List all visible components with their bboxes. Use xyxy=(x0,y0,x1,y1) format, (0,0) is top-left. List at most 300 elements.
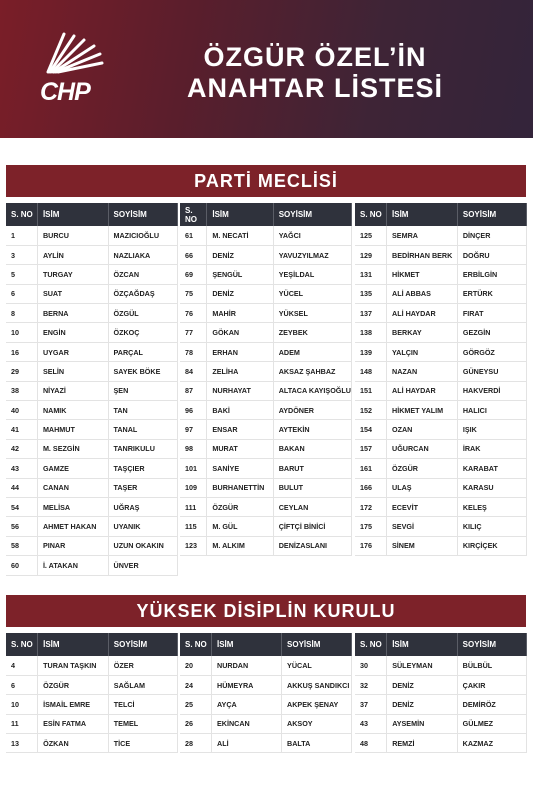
section-title-parti-meclisi: PARTİ MECLİSİ xyxy=(6,165,526,197)
cell-sno: 1 xyxy=(6,226,37,245)
cell-sno: 6 xyxy=(6,284,37,303)
cell-sno: 54 xyxy=(6,497,37,516)
cell-sno: 26 xyxy=(180,714,212,733)
table-row xyxy=(180,497,352,516)
table-row xyxy=(6,265,178,284)
cell-soyisim: ÖZGÜL xyxy=(108,304,178,323)
cell-sno: 6 xyxy=(6,675,38,694)
cell-isim: GAMZE xyxy=(37,459,108,478)
table-row xyxy=(6,497,178,516)
cell-soyisim: BAKAN xyxy=(273,439,351,458)
table-row xyxy=(180,656,352,675)
cell-isim: ERHAN xyxy=(207,342,273,361)
table-row xyxy=(355,459,527,478)
cell-isim: CANAN xyxy=(37,478,108,497)
cell-isim: SİNEM xyxy=(387,536,458,555)
cell-sno: 84 xyxy=(180,362,207,381)
cell-soyisim: ÜNVER xyxy=(108,556,178,575)
table-row xyxy=(180,381,352,400)
cell-isim: AYÇA xyxy=(212,695,282,714)
cell-soyisim: KILIÇ xyxy=(457,517,526,536)
cell-sno: 43 xyxy=(6,459,37,478)
cell-soyisim: SAĞLAM xyxy=(108,675,177,694)
table-row xyxy=(6,517,178,536)
table-row xyxy=(355,284,527,303)
header-sno: S. NO xyxy=(355,633,387,656)
cell-soyisim: UZUN OKAKIN xyxy=(108,536,178,555)
cell-soyisim: CEYLAN xyxy=(273,497,351,516)
cell-soyisim: BÜLBÜL xyxy=(457,656,526,675)
cell-isim: AYLİN xyxy=(37,245,108,264)
table-row xyxy=(355,420,527,439)
cell-sno: 125 xyxy=(355,226,387,245)
table-row xyxy=(355,536,527,555)
cell-soyisim: AKKUŞ SANDIKCI xyxy=(282,675,352,694)
cell-sno: 172 xyxy=(355,497,387,516)
cell-isim: ALİ ABBAS xyxy=(387,284,458,303)
logo-text: CHP xyxy=(40,78,90,106)
cell-isim: MAHMUT xyxy=(37,420,108,439)
ydk-table-2 xyxy=(180,633,352,753)
cell-isim: ÖZGÜR xyxy=(387,459,458,478)
cell-isim: BERKAY xyxy=(387,323,458,342)
cell-soyisim: TANRIKULU xyxy=(108,439,178,458)
table-row xyxy=(355,401,527,420)
cell-soyisim: SAYEK BÖKE xyxy=(108,362,178,381)
table-row xyxy=(180,675,352,694)
table-row xyxy=(6,714,178,733)
table-row xyxy=(180,517,352,536)
cell-soyisim: GÖRGÖZ xyxy=(457,342,526,361)
table-row xyxy=(6,459,178,478)
cell-sno: 20 xyxy=(180,656,212,675)
cell-sno: 43 xyxy=(355,714,387,733)
cell-sno: 69 xyxy=(180,265,207,284)
cell-isim: UĞURCAN xyxy=(387,439,458,458)
table-row xyxy=(355,656,527,675)
cell-soyisim: YAVUZYILMAZ xyxy=(273,245,351,264)
ydk-table-1 xyxy=(6,633,178,753)
cell-isim: İSMAİL EMRE xyxy=(38,695,109,714)
cell-soyisim: KIRÇİÇEK xyxy=(457,536,526,555)
cell-isim: AHMET HAKAN xyxy=(37,517,108,536)
cell-sno: 78 xyxy=(180,342,207,361)
table-row xyxy=(355,497,527,516)
cell-soyisim: PARÇAL xyxy=(108,342,178,361)
header-soyisim: SOYİSİM xyxy=(108,203,178,226)
cell-soyisim: DENİZASLANI xyxy=(273,536,351,555)
header-soyisim: SOYİSİM xyxy=(457,203,526,226)
cell-soyisim: YÜKSEL xyxy=(273,304,351,323)
parti-meclisi-table-3 xyxy=(355,203,527,556)
cell-sno: 4 xyxy=(6,656,38,675)
cell-sno: 157 xyxy=(355,439,387,458)
cell-isim: NURDAN xyxy=(212,656,282,675)
table-row xyxy=(6,420,178,439)
cell-soyisim: ALTACA KAYIŞOĞLU xyxy=(273,381,351,400)
cell-sno: 44 xyxy=(6,478,37,497)
cell-sno: 42 xyxy=(6,439,37,458)
cell-sno: 111 xyxy=(180,497,207,516)
cell-sno: 76 xyxy=(180,304,207,323)
cell-soyisim: MAZICIOĞLU xyxy=(108,226,178,245)
cell-sno: 10 xyxy=(6,695,38,714)
cell-isim: BERNA xyxy=(37,304,108,323)
cell-sno: 10 xyxy=(6,323,37,342)
cell-sno: 123 xyxy=(180,536,207,555)
header-sno: S. NO xyxy=(180,633,212,656)
cell-sno: 5 xyxy=(6,265,37,284)
cell-soyisim: AYTEKİN xyxy=(273,420,351,439)
six-arrows-icon xyxy=(42,30,104,76)
cell-sno: 60 xyxy=(6,556,37,575)
cell-sno: 48 xyxy=(355,734,387,753)
section-title-yuksek-disiplin-kurulu: YÜKSEK DİSİPLİN KURULU xyxy=(6,595,526,627)
cell-isim: MURAT xyxy=(207,439,273,458)
cell-sno: 32 xyxy=(355,675,387,694)
cell-soyisim: DOĞRU xyxy=(457,245,526,264)
cell-isim: NAZAN xyxy=(387,362,458,381)
cell-isim: AYSEMİN xyxy=(387,714,457,733)
cell-isim: M. SEZGİN xyxy=(37,439,108,458)
cell-isim: ŞENGÜL xyxy=(207,265,273,284)
table-row xyxy=(355,304,527,323)
header-isim: İSİM xyxy=(387,633,457,656)
title-line-1: ÖZGÜR ÖZEL’İN xyxy=(203,42,427,72)
cell-isim: ENGİN xyxy=(37,323,108,342)
cell-sno: 176 xyxy=(355,536,387,555)
table-row xyxy=(180,226,352,245)
cell-isim: SEMRA xyxy=(387,226,458,245)
cell-isim: YALÇIN xyxy=(387,342,458,361)
cell-isim: SANİYE xyxy=(207,459,273,478)
cell-soyisim: ÖZER xyxy=(108,656,177,675)
cell-isim: ENSAR xyxy=(207,420,273,439)
cell-isim: DENİZ xyxy=(207,245,273,264)
cell-isim: ECEVİT xyxy=(387,497,458,516)
table-row xyxy=(355,323,527,342)
cell-soyisim: YÜCAL xyxy=(282,656,352,675)
table-header-row xyxy=(355,633,527,656)
cell-soyisim: BARUT xyxy=(273,459,351,478)
table-row xyxy=(6,695,178,714)
table-header-row xyxy=(6,633,178,656)
cell-soyisim: ÖZÇAĞDAŞ xyxy=(108,284,178,303)
header-isim: İSİM xyxy=(207,203,273,226)
cell-sno: 131 xyxy=(355,265,387,284)
header-isim: İSİM xyxy=(38,633,109,656)
table-row xyxy=(6,536,178,555)
cell-sno: 8 xyxy=(6,304,37,323)
header-sno: S. NO xyxy=(6,633,38,656)
cell-soyisim: KARASU xyxy=(457,478,526,497)
cell-soyisim: ADEM xyxy=(273,342,351,361)
header-soyisim: SOYİSİM xyxy=(457,633,526,656)
cell-isim: NAMIK xyxy=(37,401,108,420)
cell-soyisim: NAZLIAKA xyxy=(108,245,178,264)
cell-soyisim: ÇAKIR xyxy=(457,675,526,694)
cell-soyisim: YÜCEL xyxy=(273,284,351,303)
table-row xyxy=(180,245,352,264)
cell-isim: MAHİR xyxy=(207,304,273,323)
table-row xyxy=(355,342,527,361)
cell-sno: 37 xyxy=(355,695,387,714)
cell-isim: EKİNCAN xyxy=(212,714,282,733)
cell-sno: 129 xyxy=(355,245,387,264)
cell-sno: 25 xyxy=(180,695,212,714)
cell-isim: NİYAZİ xyxy=(37,381,108,400)
table-row xyxy=(6,439,178,458)
cell-soyisim: TAŞER xyxy=(108,478,178,497)
cell-soyisim: ERBİLGİN xyxy=(457,265,526,284)
cell-soyisim: KELEŞ xyxy=(457,497,526,516)
cell-sno: 97 xyxy=(180,420,207,439)
cell-soyisim: UĞRAŞ xyxy=(108,497,178,516)
cell-soyisim: BALTA xyxy=(282,734,352,753)
cell-isim: DENİZ xyxy=(387,695,457,714)
table-row xyxy=(180,362,352,381)
cell-isim: TURAN TAŞKIN xyxy=(38,656,109,675)
cell-sno: 41 xyxy=(6,420,37,439)
cell-sno: 75 xyxy=(180,284,207,303)
cell-sno: 16 xyxy=(6,342,37,361)
table-row xyxy=(6,342,178,361)
table-row xyxy=(180,323,352,342)
table-row xyxy=(355,381,527,400)
header-sno: S. NO xyxy=(6,203,37,226)
cell-isim: ALİ HAYDAR xyxy=(387,381,458,400)
table-row xyxy=(355,245,527,264)
table-row xyxy=(6,478,178,497)
cell-sno: 77 xyxy=(180,323,207,342)
cell-sno: 30 xyxy=(355,656,387,675)
cell-sno: 87 xyxy=(180,381,207,400)
cell-sno: 24 xyxy=(180,675,212,694)
cell-isim: TURGAY xyxy=(37,265,108,284)
table-row xyxy=(355,439,527,458)
cell-isim: ALİ HAYDAR xyxy=(387,304,458,323)
cell-sno: 115 xyxy=(180,517,207,536)
cell-isim: BURCU xyxy=(37,226,108,245)
table-row xyxy=(180,536,352,555)
ydk-table-3 xyxy=(355,633,527,753)
table-row xyxy=(6,304,178,323)
cell-isim: ZELİHA xyxy=(207,362,273,381)
table-row xyxy=(6,556,178,575)
table-row xyxy=(6,656,178,675)
cell-sno: 3 xyxy=(6,245,37,264)
cell-soyisim: AYDÖNER xyxy=(273,401,351,420)
cell-isim: ÖZGÜR xyxy=(38,675,109,694)
header-banner xyxy=(0,0,533,138)
parti-meclisi-table-2 xyxy=(180,203,352,556)
cell-isim: HÜMEYRA xyxy=(212,675,282,694)
parti-meclisi-table-1 xyxy=(6,203,178,576)
header-isim: İSİM xyxy=(387,203,458,226)
table-row xyxy=(355,265,527,284)
cell-isim: HİKMET xyxy=(387,265,458,284)
table-row xyxy=(180,401,352,420)
header-soyisim: SOYİSİM xyxy=(273,203,351,226)
cell-soyisim: GÜNEYSU xyxy=(457,362,526,381)
header-soyisim: SOYİSİM xyxy=(108,633,177,656)
table-header-row xyxy=(180,203,352,226)
cell-isim: ULAŞ xyxy=(387,478,458,497)
header-sno: S. NO xyxy=(180,203,207,226)
cell-isim: BEDİRHAN BERK xyxy=(387,245,458,264)
table-row xyxy=(6,323,178,342)
cell-isim: M. ALKIM xyxy=(207,536,273,555)
header-isim: İSİM xyxy=(37,203,108,226)
table-header-row xyxy=(6,203,178,226)
cell-isim: ÖZGÜR xyxy=(207,497,273,516)
cell-isim: İ. ATAKAN xyxy=(37,556,108,575)
cell-isim: PINAR xyxy=(37,536,108,555)
cell-soyisim: YEŞİLDAL xyxy=(273,265,351,284)
cell-isim: DENİZ xyxy=(207,284,273,303)
cell-isim: OZAN xyxy=(387,420,458,439)
cell-isim: ÖZKAN xyxy=(38,734,109,753)
cell-soyisim: ZEYBEK xyxy=(273,323,351,342)
table-row xyxy=(180,478,352,497)
cell-sno: 98 xyxy=(180,439,207,458)
cell-sno: 58 xyxy=(6,536,37,555)
cell-sno: 40 xyxy=(6,401,37,420)
cell-soyisim: HAKVERDİ xyxy=(457,381,526,400)
cell-soyisim: TAN xyxy=(108,401,178,420)
cell-sno: 148 xyxy=(355,362,387,381)
cell-soyisim: ÖZCAN xyxy=(108,265,178,284)
cell-isim: HİKMET YALIM xyxy=(387,401,458,420)
table-row xyxy=(6,245,178,264)
cell-sno: 138 xyxy=(355,323,387,342)
table-header-row xyxy=(355,203,527,226)
cell-soyisim: AKSOY xyxy=(282,714,352,733)
cell-isim: MELİSA xyxy=(37,497,108,516)
cell-sno: 38 xyxy=(6,381,37,400)
table-row xyxy=(6,226,178,245)
cell-sno: 151 xyxy=(355,381,387,400)
table-row xyxy=(355,695,527,714)
cell-isim: BURHANETTİN xyxy=(207,478,273,497)
cell-soyisim: AKPEK ŞENAY xyxy=(282,695,352,714)
cell-sno: 96 xyxy=(180,401,207,420)
cell-sno: 152 xyxy=(355,401,387,420)
cell-isim: UYGAR xyxy=(37,342,108,361)
cell-isim: BAKİ xyxy=(207,401,273,420)
cell-isim: SEVGİ xyxy=(387,517,458,536)
cell-soyisim: İRAK xyxy=(457,439,526,458)
cell-soyisim: TANAL xyxy=(108,420,178,439)
table-row xyxy=(180,304,352,323)
cell-isim: SELİN xyxy=(37,362,108,381)
cell-isim: ALİ xyxy=(212,734,282,753)
header-soyisim: SOYİSİM xyxy=(282,633,352,656)
table-row xyxy=(6,675,178,694)
table-row xyxy=(6,362,178,381)
table-row xyxy=(180,714,352,733)
cell-soyisim: HALICI xyxy=(457,401,526,420)
table-row xyxy=(6,401,178,420)
cell-soyisim: DİNÇER xyxy=(457,226,526,245)
table-row xyxy=(6,381,178,400)
cell-isim: M. GÜL xyxy=(207,517,273,536)
cell-soyisim: AKSAZ ŞAHBAZ xyxy=(273,362,351,381)
cell-sno: 109 xyxy=(180,478,207,497)
table-row xyxy=(355,478,527,497)
cell-soyisim: GEZGİN xyxy=(457,323,526,342)
table-row xyxy=(355,734,527,753)
cell-soyisim: BULUT xyxy=(273,478,351,497)
cell-soyisim: KARABAT xyxy=(457,459,526,478)
page-title xyxy=(150,42,480,104)
cell-isim: NURHAYAT xyxy=(207,381,273,400)
cell-soyisim: TAŞÇIER xyxy=(108,459,178,478)
cell-soyisim: IŞIK xyxy=(457,420,526,439)
cell-soyisim: GÜLMEZ xyxy=(457,714,526,733)
cell-soyisim: DEMİRÖZ xyxy=(457,695,526,714)
table-row xyxy=(180,695,352,714)
cell-soyisim: ÖZKOÇ xyxy=(108,323,178,342)
cell-sno: 154 xyxy=(355,420,387,439)
header-sno: S. NO xyxy=(355,203,387,226)
table-row xyxy=(355,517,527,536)
cell-sno: 61 xyxy=(180,226,207,245)
cell-sno: 166 xyxy=(355,478,387,497)
table-header-row xyxy=(180,633,352,656)
table-row xyxy=(355,714,527,733)
table-row xyxy=(180,459,352,478)
cell-soyisim: YAĞCI xyxy=(273,226,351,245)
cell-soyisim: ÇİFTÇİ BİNİCİ xyxy=(273,517,351,536)
cell-isim: M. NECATİ xyxy=(207,226,273,245)
table-row xyxy=(180,265,352,284)
cell-isim: ESİN FATMA xyxy=(38,714,109,733)
cell-soyisim: TEMEL xyxy=(108,714,177,733)
table-row xyxy=(180,439,352,458)
cell-sno: 135 xyxy=(355,284,387,303)
cell-soyisim: KAZMAZ xyxy=(457,734,526,753)
title-line-2: ANAHTAR LİSTESİ xyxy=(187,73,443,103)
cell-soyisim: TELCİ xyxy=(108,695,177,714)
cell-isim: DENİZ xyxy=(387,675,457,694)
cell-sno: 56 xyxy=(6,517,37,536)
table-row xyxy=(180,284,352,303)
table-row xyxy=(355,675,527,694)
header-isim: İSİM xyxy=(212,633,282,656)
table-row xyxy=(355,362,527,381)
table-row xyxy=(180,420,352,439)
cell-sno: 11 xyxy=(6,714,38,733)
cell-sno: 101 xyxy=(180,459,207,478)
cell-isim: SUAT xyxy=(37,284,108,303)
cell-sno: 29 xyxy=(6,362,37,381)
cell-soyisim: FIRAT xyxy=(457,304,526,323)
cell-sno: 137 xyxy=(355,304,387,323)
table-row xyxy=(355,226,527,245)
table-row xyxy=(6,284,178,303)
cell-sno: 139 xyxy=(355,342,387,361)
cell-isim: GÖKAN xyxy=(207,323,273,342)
table-row xyxy=(6,734,178,753)
cell-soyisim: UYANIK xyxy=(108,517,178,536)
cell-sno: 161 xyxy=(355,459,387,478)
cell-sno: 66 xyxy=(180,245,207,264)
cell-soyisim: ŞEN xyxy=(108,381,178,400)
table-row xyxy=(180,342,352,361)
cell-sno: 175 xyxy=(355,517,387,536)
cell-soyisim: TİCE xyxy=(108,734,177,753)
